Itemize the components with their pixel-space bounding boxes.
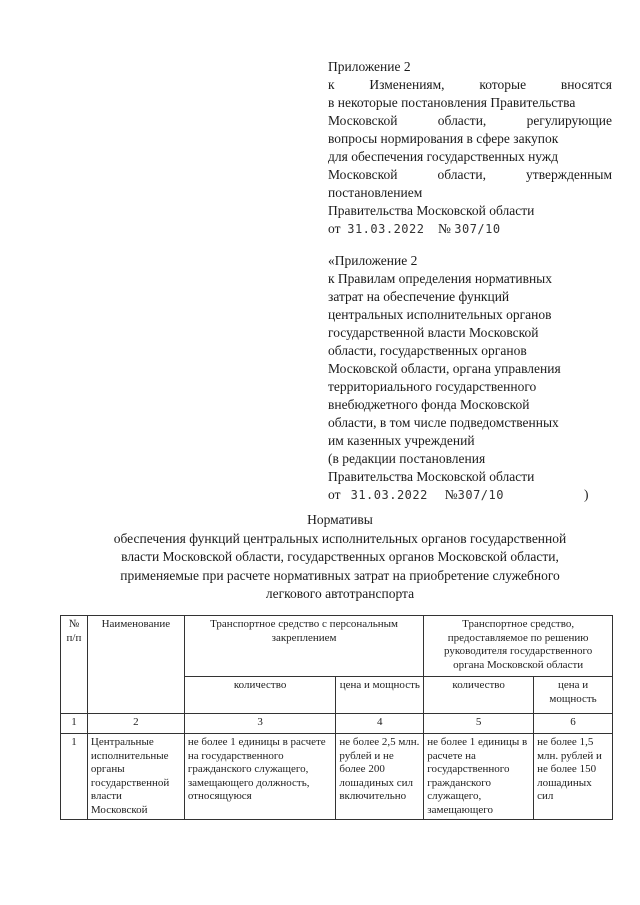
column-number: 3: [184, 714, 336, 734]
rules-line: области, государственных органов: [328, 343, 527, 358]
appendix-line: Московской области, утвержденным: [328, 167, 612, 182]
rules-line: внебюджетного фонда Московской: [328, 397, 530, 412]
number-prefix: №: [437, 221, 451, 236]
appendix-line: постановлением: [328, 185, 423, 200]
table-header-row: [61, 616, 613, 677]
norms-table: [60, 615, 613, 820]
title-line: власти Московской области, государственных органов Московской области,: [121, 549, 559, 564]
title-heading: Нормативы: [307, 512, 373, 527]
rules-line: Московской области, органа управления: [328, 361, 561, 376]
appendix-line: в некоторые постановления Правительства: [328, 95, 576, 110]
header-head-decision: Транспортное средство, предоставляемое по решению руководителя государственного органа Московской области: [424, 616, 613, 677]
row-price-personal: не более 2,5 млн. рублей и не более 200 лошадиных сил включительно: [336, 734, 424, 820]
appendix-line: к Изменениям, которые вносятся: [328, 77, 612, 92]
column-number: 5: [424, 714, 534, 734]
column-number: 1: [61, 714, 88, 734]
rules-line: территориального государственного: [328, 379, 537, 394]
closing-paren: ): [583, 487, 589, 502]
rules-title: «Приложение 2: [328, 253, 418, 268]
row-qty-head: не более 1 единицы в расчете на государственного гражданского служащего, замещающего: [424, 734, 534, 820]
title-line: обеспечения функций центральных исполнительных органов государственной: [113, 530, 567, 546]
table-row: [61, 734, 613, 820]
handwritten-date: 31.03.2022: [350, 488, 428, 502]
rules-line: Правительства Московской области: [328, 469, 535, 484]
subheader-quantity: количество: [184, 677, 336, 714]
header-personal: Транспортное средство с персональным закреплением: [184, 616, 423, 677]
row-num: 1: [61, 734, 88, 820]
rules-line: затрат на обеспечение функций: [328, 289, 510, 304]
column-number: 2: [87, 714, 184, 734]
header-num: № п/п: [61, 616, 88, 714]
row-price-head: не более 1,5 млн. рублей и не более 150 лошадиных сил: [534, 734, 613, 820]
subheader-price: цена и мощность: [336, 677, 424, 714]
row-qty-personal: не более 1 единицы в расчете на государственного гражданского служащего, замещающего должность, относящуюся: [184, 734, 336, 820]
title-line: применяемые при расчете нормативных затрат на приобретение служебного: [120, 567, 560, 583]
subheader-quantity: количество: [424, 677, 534, 714]
handwritten-number: 307/10: [457, 488, 504, 502]
title-line: легкового автотранспорта: [265, 586, 415, 601]
rules-line: им казенных учреждений: [328, 433, 475, 448]
rules-date-line: [328, 486, 612, 504]
column-number: 4: [336, 714, 424, 734]
column-number: 6: [534, 714, 613, 734]
rules-line: (в редакции постановления: [328, 451, 486, 466]
rules-line: области, в том числе подведомственных: [328, 415, 559, 430]
column-numbers-row: [61, 714, 613, 734]
handwritten-number: 307/10: [454, 222, 501, 236]
appendix-line: Московской области, регулирующие: [328, 113, 612, 128]
appendix-header: [328, 58, 612, 504]
date-prefix: от: [328, 221, 341, 236]
appendix-title: Приложение 2: [328, 59, 411, 74]
number-prefix: №: [444, 487, 458, 502]
appendix-line: Правительства Московской области: [328, 203, 535, 218]
appendix-line: для обеспечения государственных нужд: [328, 149, 559, 164]
document-title: [80, 511, 600, 604]
rules-line: к Правилам определения нормативных: [328, 271, 552, 286]
header-name: Наименование: [87, 616, 184, 714]
handwritten-date: 31.03.2022: [347, 222, 425, 236]
rules-line: государственной власти Московской: [328, 325, 539, 340]
row-name: Центральные исполнительные органы государственной власти Московской: [87, 734, 184, 820]
subheader-price: цена и мощность: [534, 677, 613, 714]
rules-line: центральных исполнительных органов: [328, 307, 552, 322]
appendix-line: вопросы нормирования в сфере закупок: [328, 131, 559, 146]
date-prefix: от: [328, 487, 341, 502]
appendix-date-line: [328, 220, 612, 238]
